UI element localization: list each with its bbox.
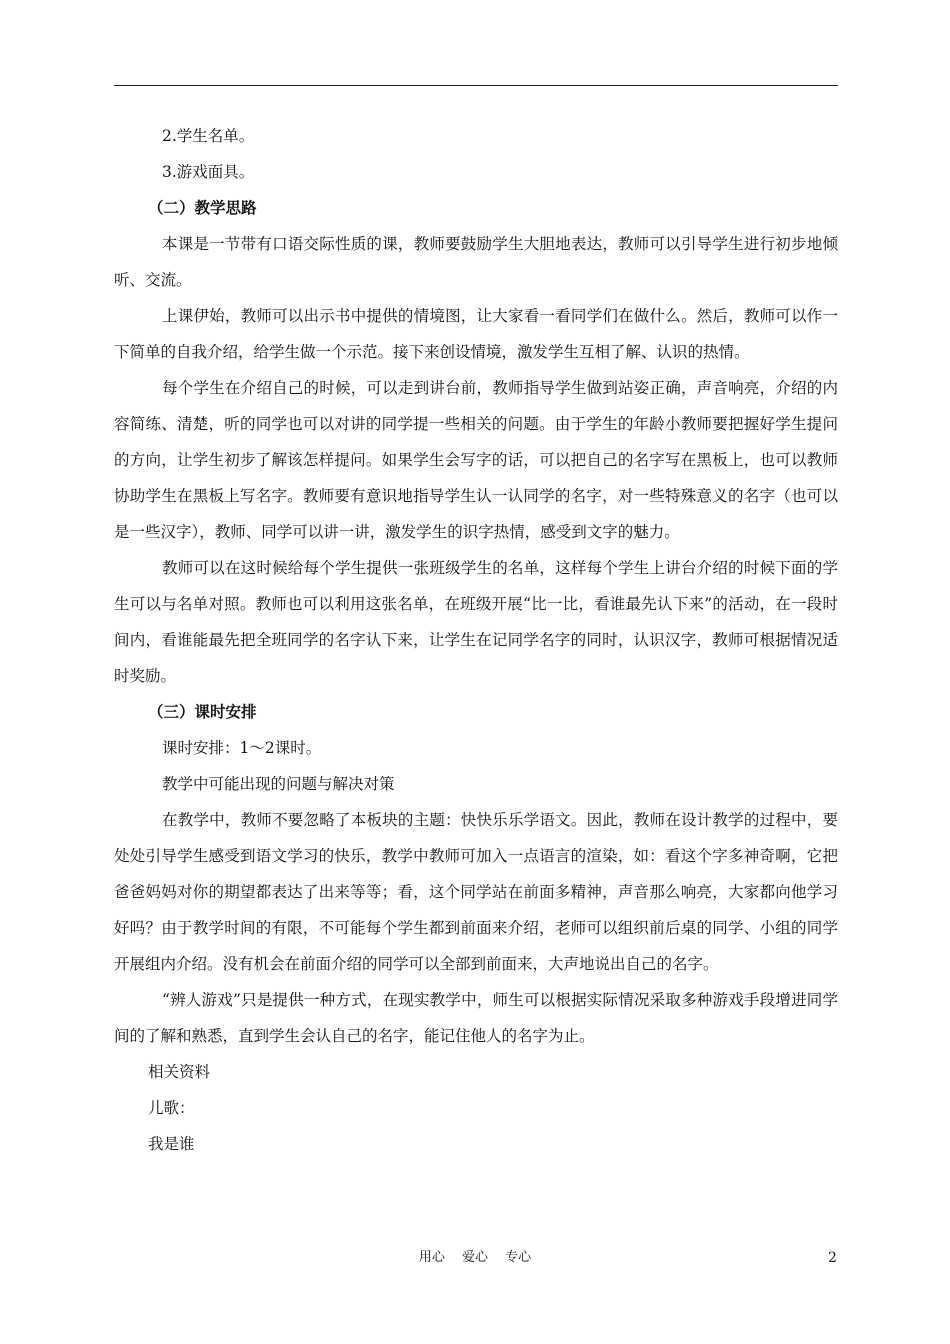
section-heading-schedule: （三）课时安排 [148, 702, 257, 721]
paragraph-approach-1: 本课是一节带有口语交际性质的课，教师要鼓励学生大胆地表达，教师可以引导学生进行初步地倾听、交流。 [114, 235, 838, 289]
page-footer [0, 1246, 950, 1270]
rhyme-label: 儿歌： [148, 1099, 195, 1117]
header-rule [114, 85, 838, 86]
material-item-2: 2.学生名单。 [162, 127, 255, 145]
paragraph-problems-1: 在教学中，教师不要忽略了本板块的主题：快快乐乐学语文。因此，教师在设计教学的过程中，要处处引导学生感受到语文学习的快乐，教学中教师可加入一点语言的渲染，如：看这个字多神奇啊，它把爸爸妈妈对你的期望都表达了出来等等；看，这个同学站在前面多精神，声音那么响亮，大家都向他学习好吗？由于教学时间的有限，不可能每个学生都到前面来介绍，老师可以组织前后桌的同学、小组的同学开展组内介绍。没有机会在前面介绍的同学可以全部到前面来，大声地说出自己的名字。 [114, 811, 838, 973]
document-body [114, 118, 838, 1162]
schedule-text: 课时安排：1～2课时。 [162, 739, 322, 757]
paragraph-approach-3: 每个学生在介绍自己的时候，可以走到讲台前，教师指导学生做到站姿正确，声音响亮，介绍的内容简练、清楚，听的同学也可以对讲的同学提一些相关的问题。由于学生的年龄小教师要把握好学生提问的方向，让学生初步了解该怎样提问。如果学生会写字的话，可以把自己的名字写在黑板上，也可以教师协助学生在黑板上写名字。教师要有意识地指导学生认一认同学的名字，对一些特殊意义的名字（也可以是一些汉字），教师、同学可以讲一讲，激发学生的识字热情，感受到文字的魅力。 [114, 379, 838, 541]
material-item-3: 3.游戏面具。 [162, 163, 255, 181]
paragraph-problems-2: “辨人游戏”只是提供一种方式，在现实教学中，师生可以根据实际情况采取多种游戏手段增进同学间的了解和熟悉，直到学生会认自己的名字，能记住他人的名字为止。 [114, 991, 838, 1045]
paragraph-approach-2: 上课伊始，教师可以出示书中提供的情境图，让大家看一看同学们在做什么。然后，教师可以作一下简单的自我介绍，给学生做一个示范。接下来创设情境，激发学生互相了解、认识的热情。 [114, 307, 838, 361]
problems-subheading: 教学中可能出现的问题与解决对策 [162, 775, 395, 793]
section-heading-teaching-approach: （二）教学思路 [148, 198, 257, 217]
rhyme-title: 我是谁 [148, 1135, 195, 1153]
page-number: 2 [828, 1250, 837, 1266]
paragraph-approach-4: 教师可以在这时候给每个学生提供一张班级学生的名单，这样每个学生上讲台介绍的时候下面的学生可以与名单对照。教师也可以利用这张名单，在班级开展“比一比，看谁最先认下来”的活动，在一段时间内，看谁能最先把全班同学的名字认下来，让学生在记同学名字的同时，认识汉字，教师可根据情况适时奖励。 [114, 559, 838, 685]
resources-label: 相关资料 [148, 1063, 211, 1081]
footer-motto: 用心 爱心 专心 [418, 1250, 532, 1265]
